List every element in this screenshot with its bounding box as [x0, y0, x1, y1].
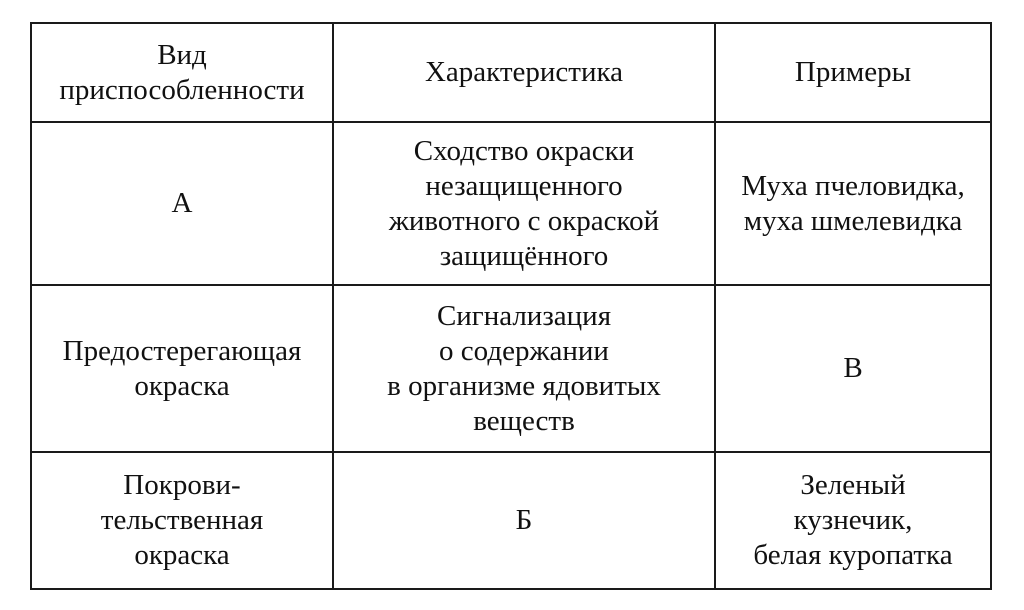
- header-characteristic: Характеристика: [333, 23, 715, 122]
- cell-type: Предостерегающая окраска: [31, 285, 333, 452]
- table-header-row: [31, 23, 991, 122]
- header-examples: Примеры: [715, 23, 991, 122]
- cell-characteristic: Сигнализация о содержании в организме ядовитых веществ: [333, 285, 715, 452]
- table-row: [31, 452, 991, 589]
- cell-type: Покрови- тельственная окраска: [31, 452, 333, 589]
- cell-examples: Муха пчеловидка, муха шмелевидка: [715, 122, 991, 285]
- table-row: [31, 285, 991, 452]
- cell-characteristic-missing-b: Б: [333, 452, 715, 589]
- header-type: Вид приспособленности: [31, 23, 333, 122]
- adaptation-table: [30, 22, 992, 590]
- cell-examples: Зеленый кузнечик, белая куропатка: [715, 452, 991, 589]
- cell-examples-missing-v: В: [715, 285, 991, 452]
- table-row: [31, 122, 991, 285]
- cell-type-missing-a: А: [31, 122, 333, 285]
- cell-characteristic: Сходство окраски незащищенного животного с окраской защищённого: [333, 122, 715, 285]
